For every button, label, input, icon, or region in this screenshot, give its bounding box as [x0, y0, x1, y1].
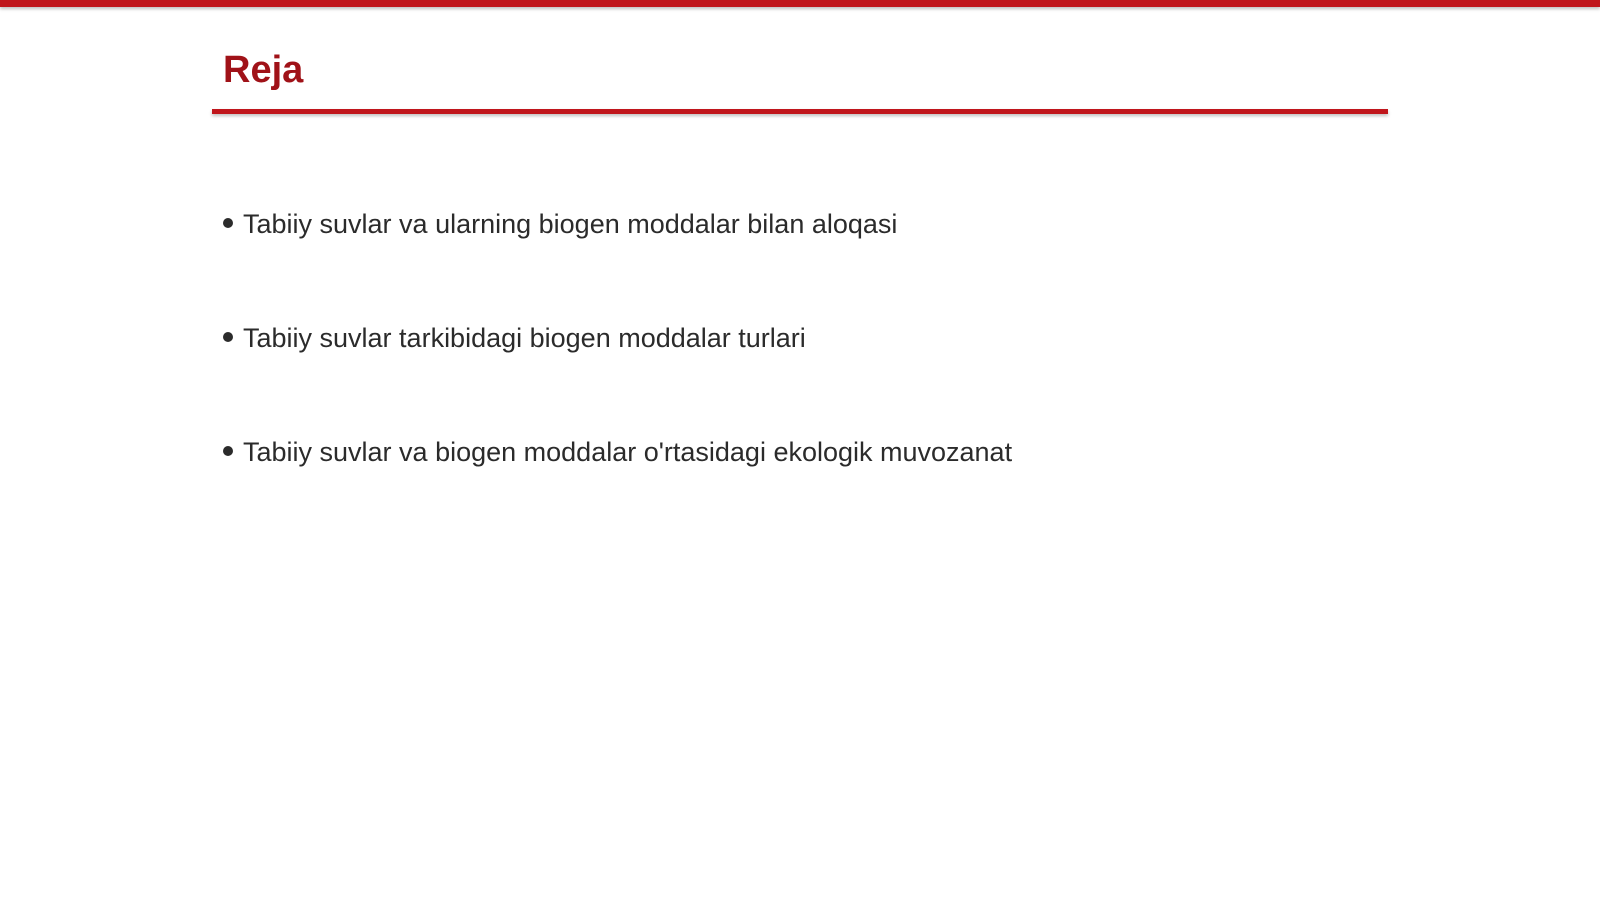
- bullet-text: Tabiiy suvlar va ularning biogen moddalar bilan aloqasi: [243, 209, 898, 239]
- top-accent-bar: [0, 0, 1600, 7]
- bullet-list: [223, 205, 1012, 547]
- bullet-item: [223, 205, 1012, 319]
- bullet-text: Tabiiy suvlar va biogen moddalar o'rtasidagi ekologik muvozanat: [243, 437, 1013, 467]
- bullet-item: [223, 433, 1012, 547]
- bullet-item: [223, 319, 1012, 433]
- bullet-text: Tabiiy suvlar tarkibidagi biogen moddalar turlari: [243, 323, 806, 353]
- bullet-dot-icon: [223, 332, 233, 342]
- bullet-dot-icon: [223, 218, 233, 228]
- title-underline: [212, 109, 1388, 114]
- bullet-dot-icon: [223, 446, 233, 456]
- slide-title: Reja: [223, 49, 304, 91]
